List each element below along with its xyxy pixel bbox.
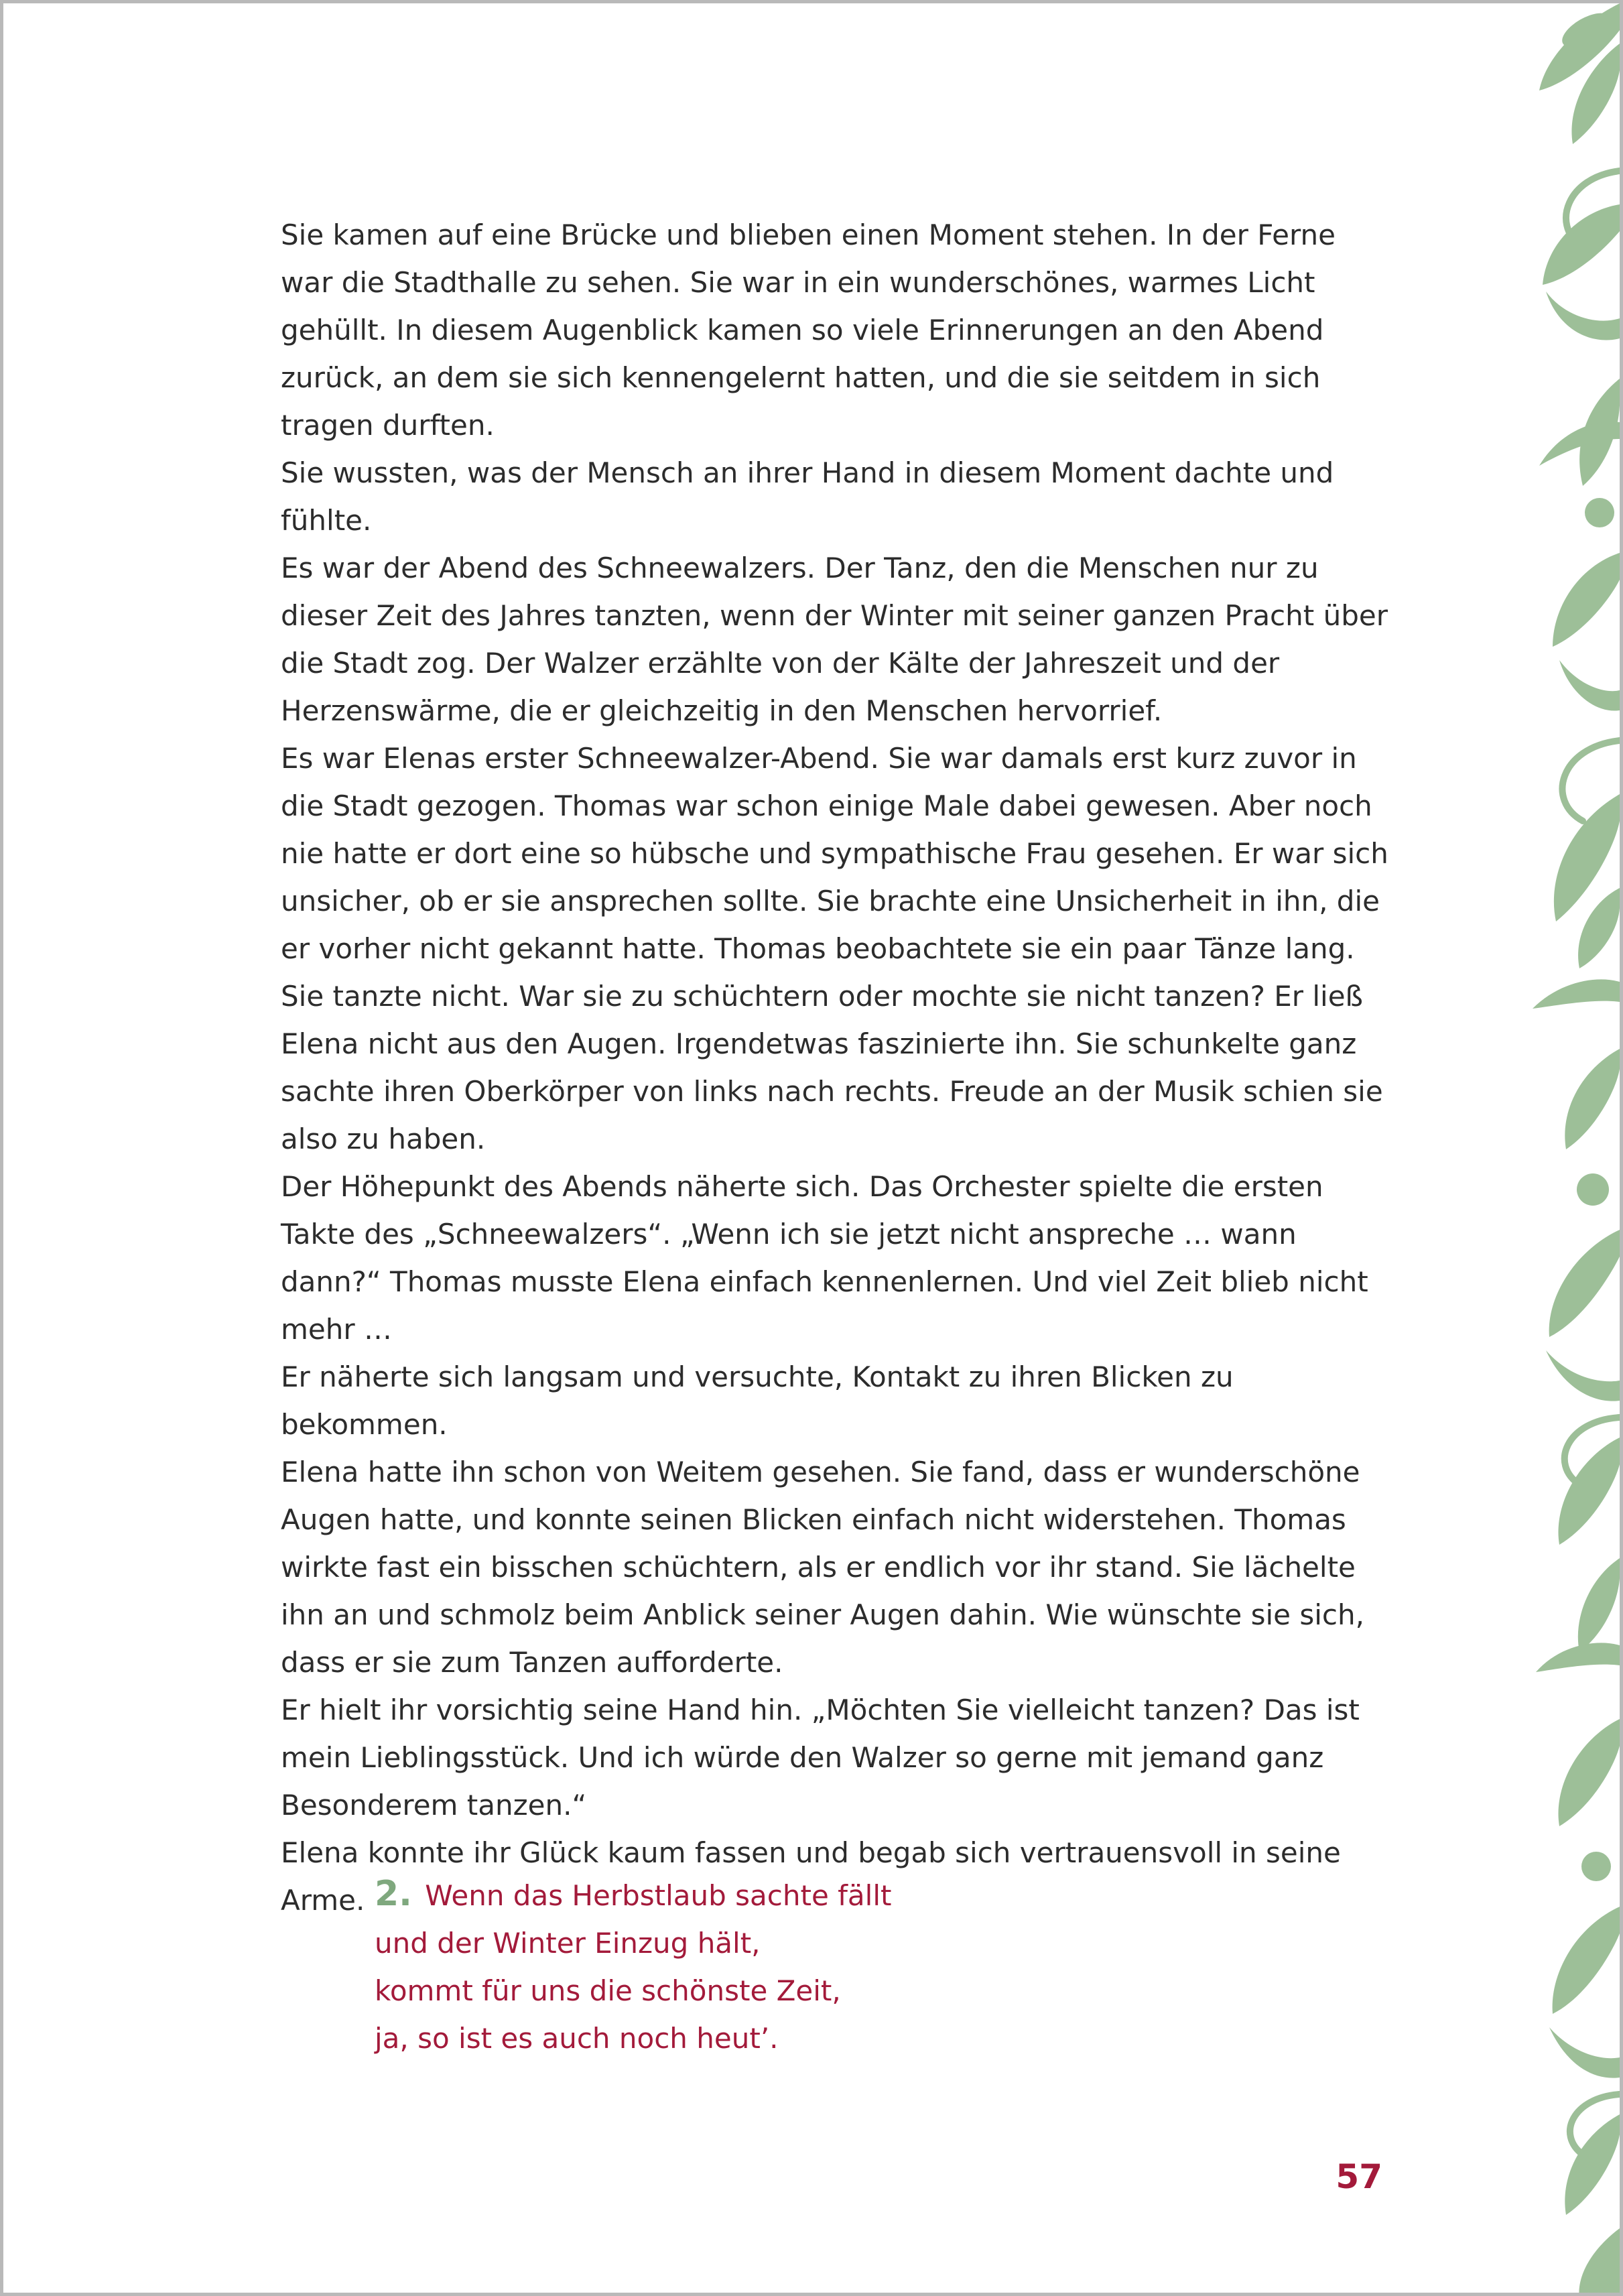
story-paragraph-9: Elena konnte ihr Glück kaum fassen und begab sich vertrauensvoll in seine Arme. xyxy=(281,1836,1341,1917)
page-number: 57 xyxy=(1336,2157,1382,2196)
song-verse xyxy=(375,1870,1045,2062)
story-paragraph-3: Es war der Abend des Schneewalzers. Der Tanz, den die Menschen nur zu dieser Zeit des Jahres tanzten, wenn der Winter mit seiner ganzen Pracht über die Stadt zog. Der Walzer erzählte von der Kälte der Jahreszeit und der Herzenswärme, die er gleichzeitig in den Menschen hervorrief. xyxy=(281,552,1388,727)
story-paragraph-5: Der Höhepunkt des Abends näherte sich. Das Orchester spielte die ersten Takte des „Schneewalzers“. „Wenn ich sie jetzt nicht anspreche … wann dann?“ Thomas musste Elena einfach kennenlernen. Und viel Zeit blieb nicht mehr … xyxy=(281,1170,1368,1346)
story-paragraph-6: Er näherte sich langsam und versuchte, Kontakt zu ihren Blicken zu bekommen. xyxy=(281,1360,1234,1441)
story-paragraph-1: Sie kamen auf eine Brücke und blieben einen Moment stehen. In der Ferne war die Stadthalle zu sehen. Sie war in ein wunderschönes, warmes Licht gehüllt. In diesem Augenblick kamen so viele Erinnerungen an den Abend zurück, an dem sie sich kennengelernt hatten, und die sie seitdem in sich tragen durften. xyxy=(281,218,1336,442)
verse-line-1 xyxy=(375,1870,1045,1919)
verse-number: 2. xyxy=(375,1874,412,1914)
story-paragraph-8: Er hielt ihr vorsichtig seine Hand hin. „Möchten Sie vielleicht tanzen? Das ist mein Lieblingsstück. Und ich würde den Walzer so gerne mit jemand ganz Besonderem tanzen.“ xyxy=(281,1694,1360,1822)
story-paragraph-4: Es war Elenas erster Schneewalzer-Abend. Sie war damals erst kurz zuvor in die Stadt gezogen. Thomas war schon einige Male dabei gewesen. Aber noch nie hatte er dort eine so hübsche und sympathische Frau gesehen. Er war sich unsicher, ob er sie ansprechen sollte. Sie brachte eine Unsicherheit in ihn, die er vorher nicht gekannt hatte. Thomas beobachtete sie ein paar Tänze lang. Sie tanzte nicht. War sie zu schüchtern oder mochte sie nicht tanzen? Er ließ Elena nicht aus den Augen. Irgendetwas faszinierte ihn. Sie schunkelte ganz sachte ihren Oberkörper von links nach rechts. Freude an der Musik schien sie also zu haben. xyxy=(281,742,1388,1155)
verse-line-3: kommt für uns die schönste Zeit, xyxy=(375,1974,841,2007)
verse-line-2: und der Winter Einzug hält, xyxy=(375,1927,761,1960)
story-paragraph-7: Elena hatte ihn schon von Weitem gesehen. Sie fand, dass er wunderschöne Augen hatte, und konnte seinen Blicken einfach nicht widerstehen. Thomas wirkte fast ein bisschen schüchtern, als er endlich vor ihr stand. Sie lächelte ihn an und schmolz beim Anblick seiner Augen dahin. Wie wünschte sie sich, dass er sie zum Tanzen aufforderte. xyxy=(281,1456,1364,1679)
story-body xyxy=(281,211,1393,1924)
floral-vine-ornament-icon xyxy=(1466,3,1620,2296)
verse-line-4: ja, so ist es auch noch heut’. xyxy=(375,2022,779,2055)
verse-line-1-text: Wenn das Herbstlaub sachte fällt xyxy=(425,1879,892,1912)
story-paragraph-2: Sie wussten, was der Mensch an ihrer Hand in diesem Moment dachte und fühlte. xyxy=(281,456,1334,537)
